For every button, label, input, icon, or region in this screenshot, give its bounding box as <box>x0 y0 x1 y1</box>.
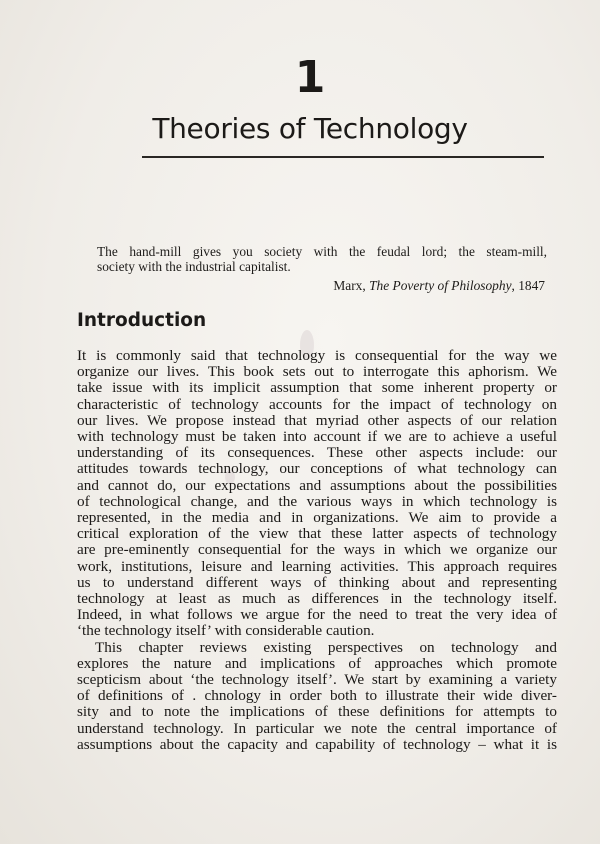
epigraph-attribution <box>97 278 545 293</box>
chapter-number: 1 <box>294 52 326 103</box>
text-line: understanding of its consequences. These other aspects include: our <box>77 444 557 462</box>
epigraph-author: Marx, <box>333 278 370 293</box>
text-line: represented, in the media and in organizations. We aim to provide a <box>77 509 557 527</box>
text-line: critical exploration of the view that these latter aspects of technology <box>77 525 557 543</box>
text-line: with technology must be taken into account if we are to achieve a useful <box>77 428 557 446</box>
epigraph-quote <box>97 244 547 274</box>
text-line: technology at least as much as differences in the technology itself. <box>77 590 557 608</box>
text-line: It is commonly said that technology is consequential for the way we <box>77 347 557 364</box>
text-line: work, institutions, leisure and learning activities. This approach requires <box>77 557 557 575</box>
body-text <box>77 348 557 753</box>
epigraph-year: , 1847 <box>511 278 545 293</box>
text-line: and cannot do, our expectations and assumptions about the possibilities <box>77 476 557 494</box>
text-line: assumptions about the capacity and capability of technology – what it is <box>77 735 557 753</box>
text-line: This chapter reviews existing perspectives on technology and <box>95 638 557 656</box>
epigraph-line: The hand-mill gives you society with the feudal lord; the steam-mill, <box>97 244 547 259</box>
text-line: take issue with its implicit assumption that some inherent property or <box>77 379 557 397</box>
text-line: explores the nature and implications of approaches which promote <box>77 654 557 672</box>
text-line: characteristic of technology accounts for the impact of technology on <box>77 395 557 413</box>
text-line: us to understand different ways of thinking about and representing <box>77 573 557 591</box>
text-line: scepticism about ‘the technology itself’. We start by examining a variety <box>77 671 557 689</box>
text-line: Indeed, in what follows we argue for the need to treat the very idea of <box>77 606 557 624</box>
text-line: are pre-eminently consequential for the ways in which we organize our <box>77 541 557 559</box>
text-line: sity and to note the implications of these definitions for attempts to <box>77 703 557 721</box>
text-line: understand technology. In particular we note the central importance of <box>77 719 557 737</box>
chapter-title: Theories of Technology <box>152 112 468 145</box>
text-line: of definitions of . chnology in order both to illustrate their wide diver- <box>77 687 557 705</box>
title-divider <box>142 156 544 158</box>
text-line: attitudes towards technology, our conceptions of what technology can <box>77 460 557 478</box>
epigraph-work: The Poverty of Philosophy <box>369 278 512 293</box>
text-line: of technological change, and the various ways in which technology is <box>77 492 557 510</box>
text-line: organize our lives. This book sets out to interrogate this aphorism. We <box>77 363 557 381</box>
text-line: ‘the technology itself’ with considerable caution. <box>77 622 375 640</box>
text-line: our lives. We propose instead that myriad other aspects of our relation <box>77 411 557 429</box>
epigraph-line: society with the industrial capitalist. <box>97 259 291 274</box>
section-heading: Introduction <box>77 310 207 331</box>
